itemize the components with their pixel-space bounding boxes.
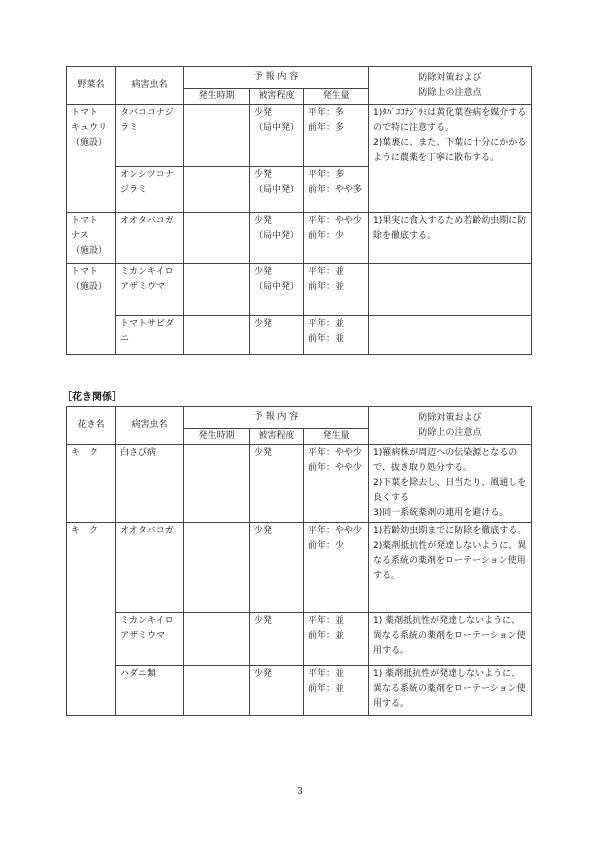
control-cell: 1)果実に食入するため若齢幼虫期に防除を徹底する。 [369,213,532,264]
control-cell: 1)ﾀﾊﾞｺｺﾅｼﾞﾗﾐは黄化葉巻病を媒介するので特に注意する。 2)葉裏に、また、下葉に十分にかかるように農薬を丁寧に散布する。 [369,105,532,213]
pest-cell: タバココナジ ラミ [116,105,184,167]
flower-forecast-table [66,406,532,716]
header-amount: 発生量 [304,429,369,445]
amount-cell: 平年：やや少 前年：少 [304,213,369,264]
table-row [67,613,532,666]
pest-cell: ミカンキイロ アザミウマ [116,264,184,316]
table-row [67,316,532,355]
timing-cell [184,264,250,316]
control-cell [369,264,532,316]
pest-cell: ハダニ類 [116,666,184,716]
damage-cell: 少発 [250,666,304,716]
amount-cell: 平年：多 前年：やや多 [304,167,369,213]
damage-cell: 少発 （局中発） [250,213,304,264]
section-title-flowers: ［花き関係］ [62,392,122,403]
header-forecast: 予 報 内 容 [184,67,369,89]
table-row [67,105,532,167]
table-row [67,445,532,523]
crop-cell: トマト ナス （施設） [67,213,116,264]
header-crop: 野菜名 [67,67,116,105]
header-pest: 病害虫名 [116,67,184,105]
crop-cell: キ ク [67,445,116,523]
header-timing: 発生時期 [184,89,250,105]
header-control: 防除対策および 防除上の注意点 [369,407,532,445]
crop-cell: トマト （施設） [67,264,116,355]
table-row [67,264,532,316]
pest-cell: トマトサビダ ニ [116,316,184,355]
damage-cell: 少発 [250,316,304,355]
table-row [67,523,532,613]
timing-cell [184,213,250,264]
control-cell: 1) 薬剤抵抗性が発達しないように、異なる系統の薬剤をローテーション使用する。 [369,613,532,666]
table-row [67,666,532,716]
control-cell [369,316,532,355]
header-forecast: 予 報 内 容 [184,407,369,429]
damage-cell: 少発 [250,523,304,613]
amount-cell: 平年：やや少 前年：やや少 [304,445,369,523]
timing-cell [184,316,250,355]
pest-cell: ミカンキイロ アザミウマ [116,613,184,666]
control-cell: 1)若齢幼虫期までに防除を徹底する。 2)薬剤抵抗性が発達しないように、異なる系統の薬剤をローテーション使用する。 [369,523,532,613]
timing-cell [184,666,250,716]
pest-cell: オオタバコガ [116,523,184,613]
amount-cell: 平年：並 前年：並 [304,316,369,355]
table-row [67,213,532,264]
header-amount: 発生量 [304,89,369,105]
amount-cell: 平年：並 前年：並 [304,264,369,316]
pest-cell: オオタバコガ [116,213,184,264]
timing-cell [184,445,250,523]
timing-cell [184,523,250,613]
header-timing: 発生時期 [184,429,250,445]
pest-cell: 白さび病 [116,445,184,523]
amount-cell: 平年：やや少 前年：少 [304,523,369,613]
control-cell: 1) 薬剤抵抗性が発達しないように、異なる系統の薬剤をローテーション使用する。 [369,666,532,716]
damage-cell: 少発 [250,613,304,666]
header-crop: 花き名 [67,407,116,445]
control-cell: 1)罹病株が周辺への伝染源となるので、抜き取り処分する。 2)下葉を除去し、日当たり、風通しを良くする 3)同一系統薬剤の連用を避ける。 [369,445,532,523]
header-damage: 被害程度 [250,429,304,445]
amount-cell: 平年：並 前年：並 [304,666,369,716]
timing-cell [184,613,250,666]
damage-cell: 少発 （局中発） [250,264,304,316]
timing-cell [184,167,250,213]
timing-cell [184,105,250,167]
page-number: 3 [297,787,303,797]
crop-cell: トマト キュウリ （施設） [67,105,116,213]
damage-cell: 少発 （局中発） [250,167,304,213]
header-damage: 被害程度 [250,89,304,105]
damage-cell: 少発 （局中発） [250,105,304,167]
crop-cell: キ ク [67,523,116,716]
pest-cell: オンシツコナ ジラミ [116,167,184,213]
amount-cell: 平年：多 前年：多 [304,105,369,167]
vegetable-forecast-table [66,66,532,355]
amount-cell: 平年：並 前年：並 [304,613,369,666]
header-control: 防除対策および 防除上の注意点 [369,67,532,105]
header-pest: 病害虫名 [116,407,184,445]
damage-cell: 少発 [250,445,304,523]
